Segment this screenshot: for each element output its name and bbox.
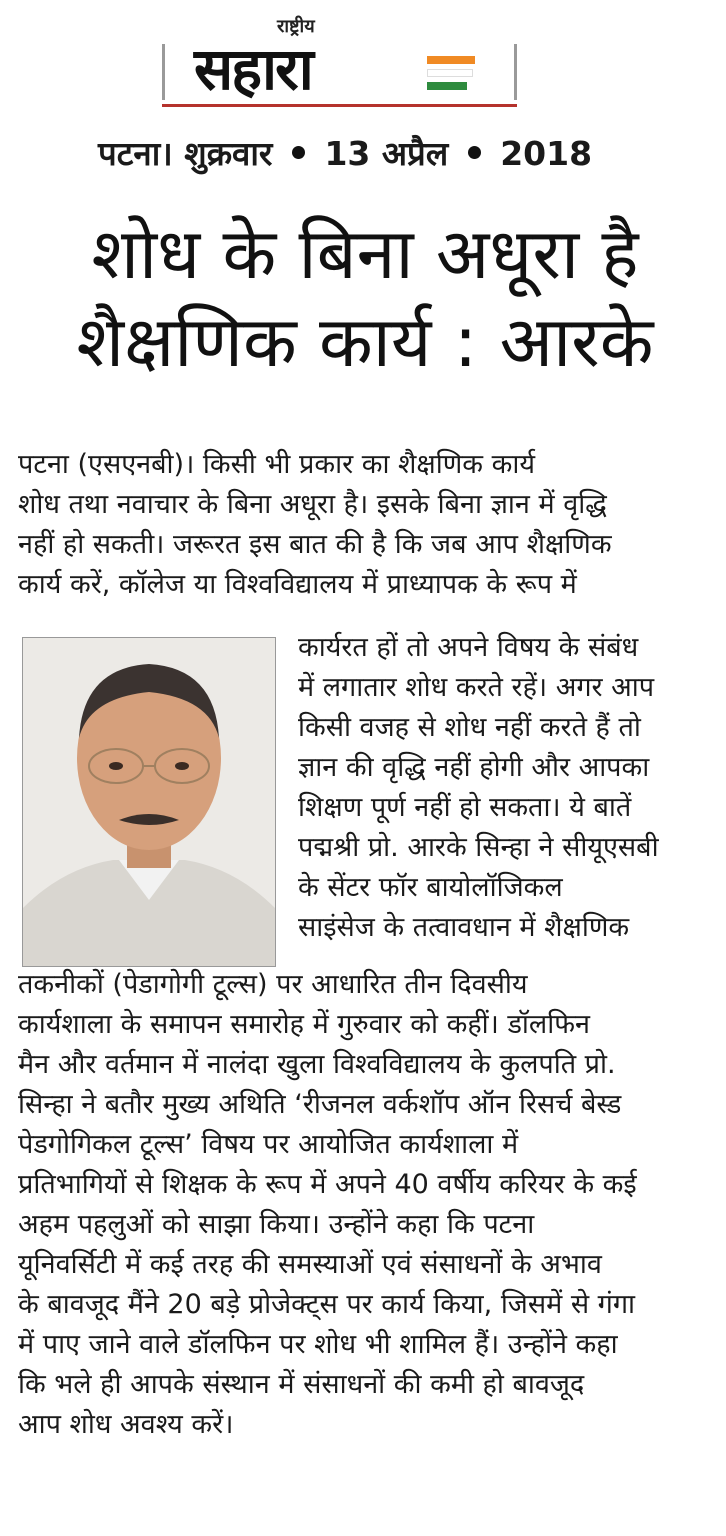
article-line: में पाए जाने वाले डॉलफिन पर शोध भी शामिल हैं। उन्होंने कहा	[18, 1329, 618, 1360]
article-wrap-column	[298, 628, 708, 948]
bullet-dot-icon	[468, 146, 481, 159]
article-line: कि भले ही आपके संस्थान में संसाधनों की कमी हो बावजूद	[18, 1369, 585, 1400]
article-line: तकनीकों (पेडागोगी टूल्स) पर आधारित तीन दिवसीय	[18, 969, 528, 1000]
masthead-title: सहारा	[194, 35, 312, 103]
article-line: पेडगोगिकल टूल्स’ विषय पर आयोजित कार्यशाला में	[18, 1129, 519, 1160]
article-line: शिक्षण पूर्ण नहीं हो सकता। ये बातें	[298, 792, 632, 823]
headline-line-2: शैक्षणिक कार्य : आरके	[76, 301, 654, 383]
headline	[20, 210, 710, 386]
article-line: सिन्हा ने बतौर मुख्य अथिति ‘रीजनल वर्कशॉप ऑन रिसर्च बेस्ड	[18, 1089, 622, 1120]
masthead-red-rule	[162, 104, 517, 107]
article-line: पटना (एसएनबी)। किसी भी प्रकार का शैक्षणिक कार्य	[18, 449, 535, 480]
article-line: साइंसेज के तत्वावधान में शैक्षणिक	[298, 912, 630, 943]
dateline-city: पटना।	[98, 134, 173, 173]
article-line: नहीं हो सकती। जरूरत इस बात की है कि जब आप शैक्षणिक	[18, 529, 612, 560]
article-line: पद्मश्री प्रो. आरके सिन्हा ने सीयूएसबी	[298, 832, 659, 863]
article-body	[18, 965, 706, 1445]
article-line: यूनिवर्सिटी में कई तरह की समस्याओं एवं संसाधनों के अभाव	[18, 1249, 602, 1280]
dateline-day: शुक्रवार	[184, 134, 273, 173]
article-line: के सेंटर फॉर बायोलॉजिकल	[298, 872, 563, 903]
masthead-right-rule	[514, 44, 517, 100]
dateline-year: 2018	[500, 134, 593, 173]
masthead-subtitle: राष्ट्रीय	[277, 16, 315, 37]
bullet-dot-icon	[292, 146, 305, 159]
article-line: आप शोध अवश्य करें।	[18, 1409, 234, 1440]
masthead	[162, 14, 517, 106]
article-line: शोध तथा नवाचार के बिना अधूरा है। इसके बिना ज्ञान में वृद्धि	[18, 489, 607, 520]
article-line: में लगातार शोध करते रहें। अगर आप	[298, 672, 655, 703]
article-line: कार्यरत हों तो अपने विषय के संबंध	[298, 632, 639, 663]
article-intro	[18, 445, 706, 605]
article-line: ज्ञान की वृद्धि नहीं होगी और आपका	[298, 752, 650, 783]
headline-line-1: शोध के बिना अधूरा है	[91, 213, 639, 295]
tricolor-flag-icon	[427, 56, 483, 95]
article-line: अहम पहलुओं को साझा किया। उन्होंने कहा कि पटना	[18, 1209, 535, 1240]
masthead-left-rule	[162, 44, 165, 100]
article-line: मैन और वर्तमान में नालंदा खुला विश्वविद्यालय के कुलपति प्रो.	[18, 1049, 616, 1080]
article-line: कार्यशाला के समापन समारोह में गुरुवार को कहीं। डॉलफिन	[18, 1009, 591, 1040]
article-line: के बावजूद मैंने 20 बड़े प्रोजेक्ट्स पर कार्य किया, जिसमें से गंगा	[18, 1289, 636, 1320]
article-line: कार्य करें, कॉलेज या विश्वविद्यालय में प्राध्यापक के रूप में	[18, 569, 577, 600]
article-line: प्रतिभागियों से शिक्षक के रूप में अपने 40 वर्षीय करियर के कई	[18, 1169, 637, 1200]
portrait-photo	[22, 637, 276, 967]
article-line: किसी वजह से शोध नहीं करते हैं तो	[298, 712, 641, 743]
dateline-date: 13 अप्रैल	[324, 134, 449, 173]
dateline	[98, 130, 592, 175]
